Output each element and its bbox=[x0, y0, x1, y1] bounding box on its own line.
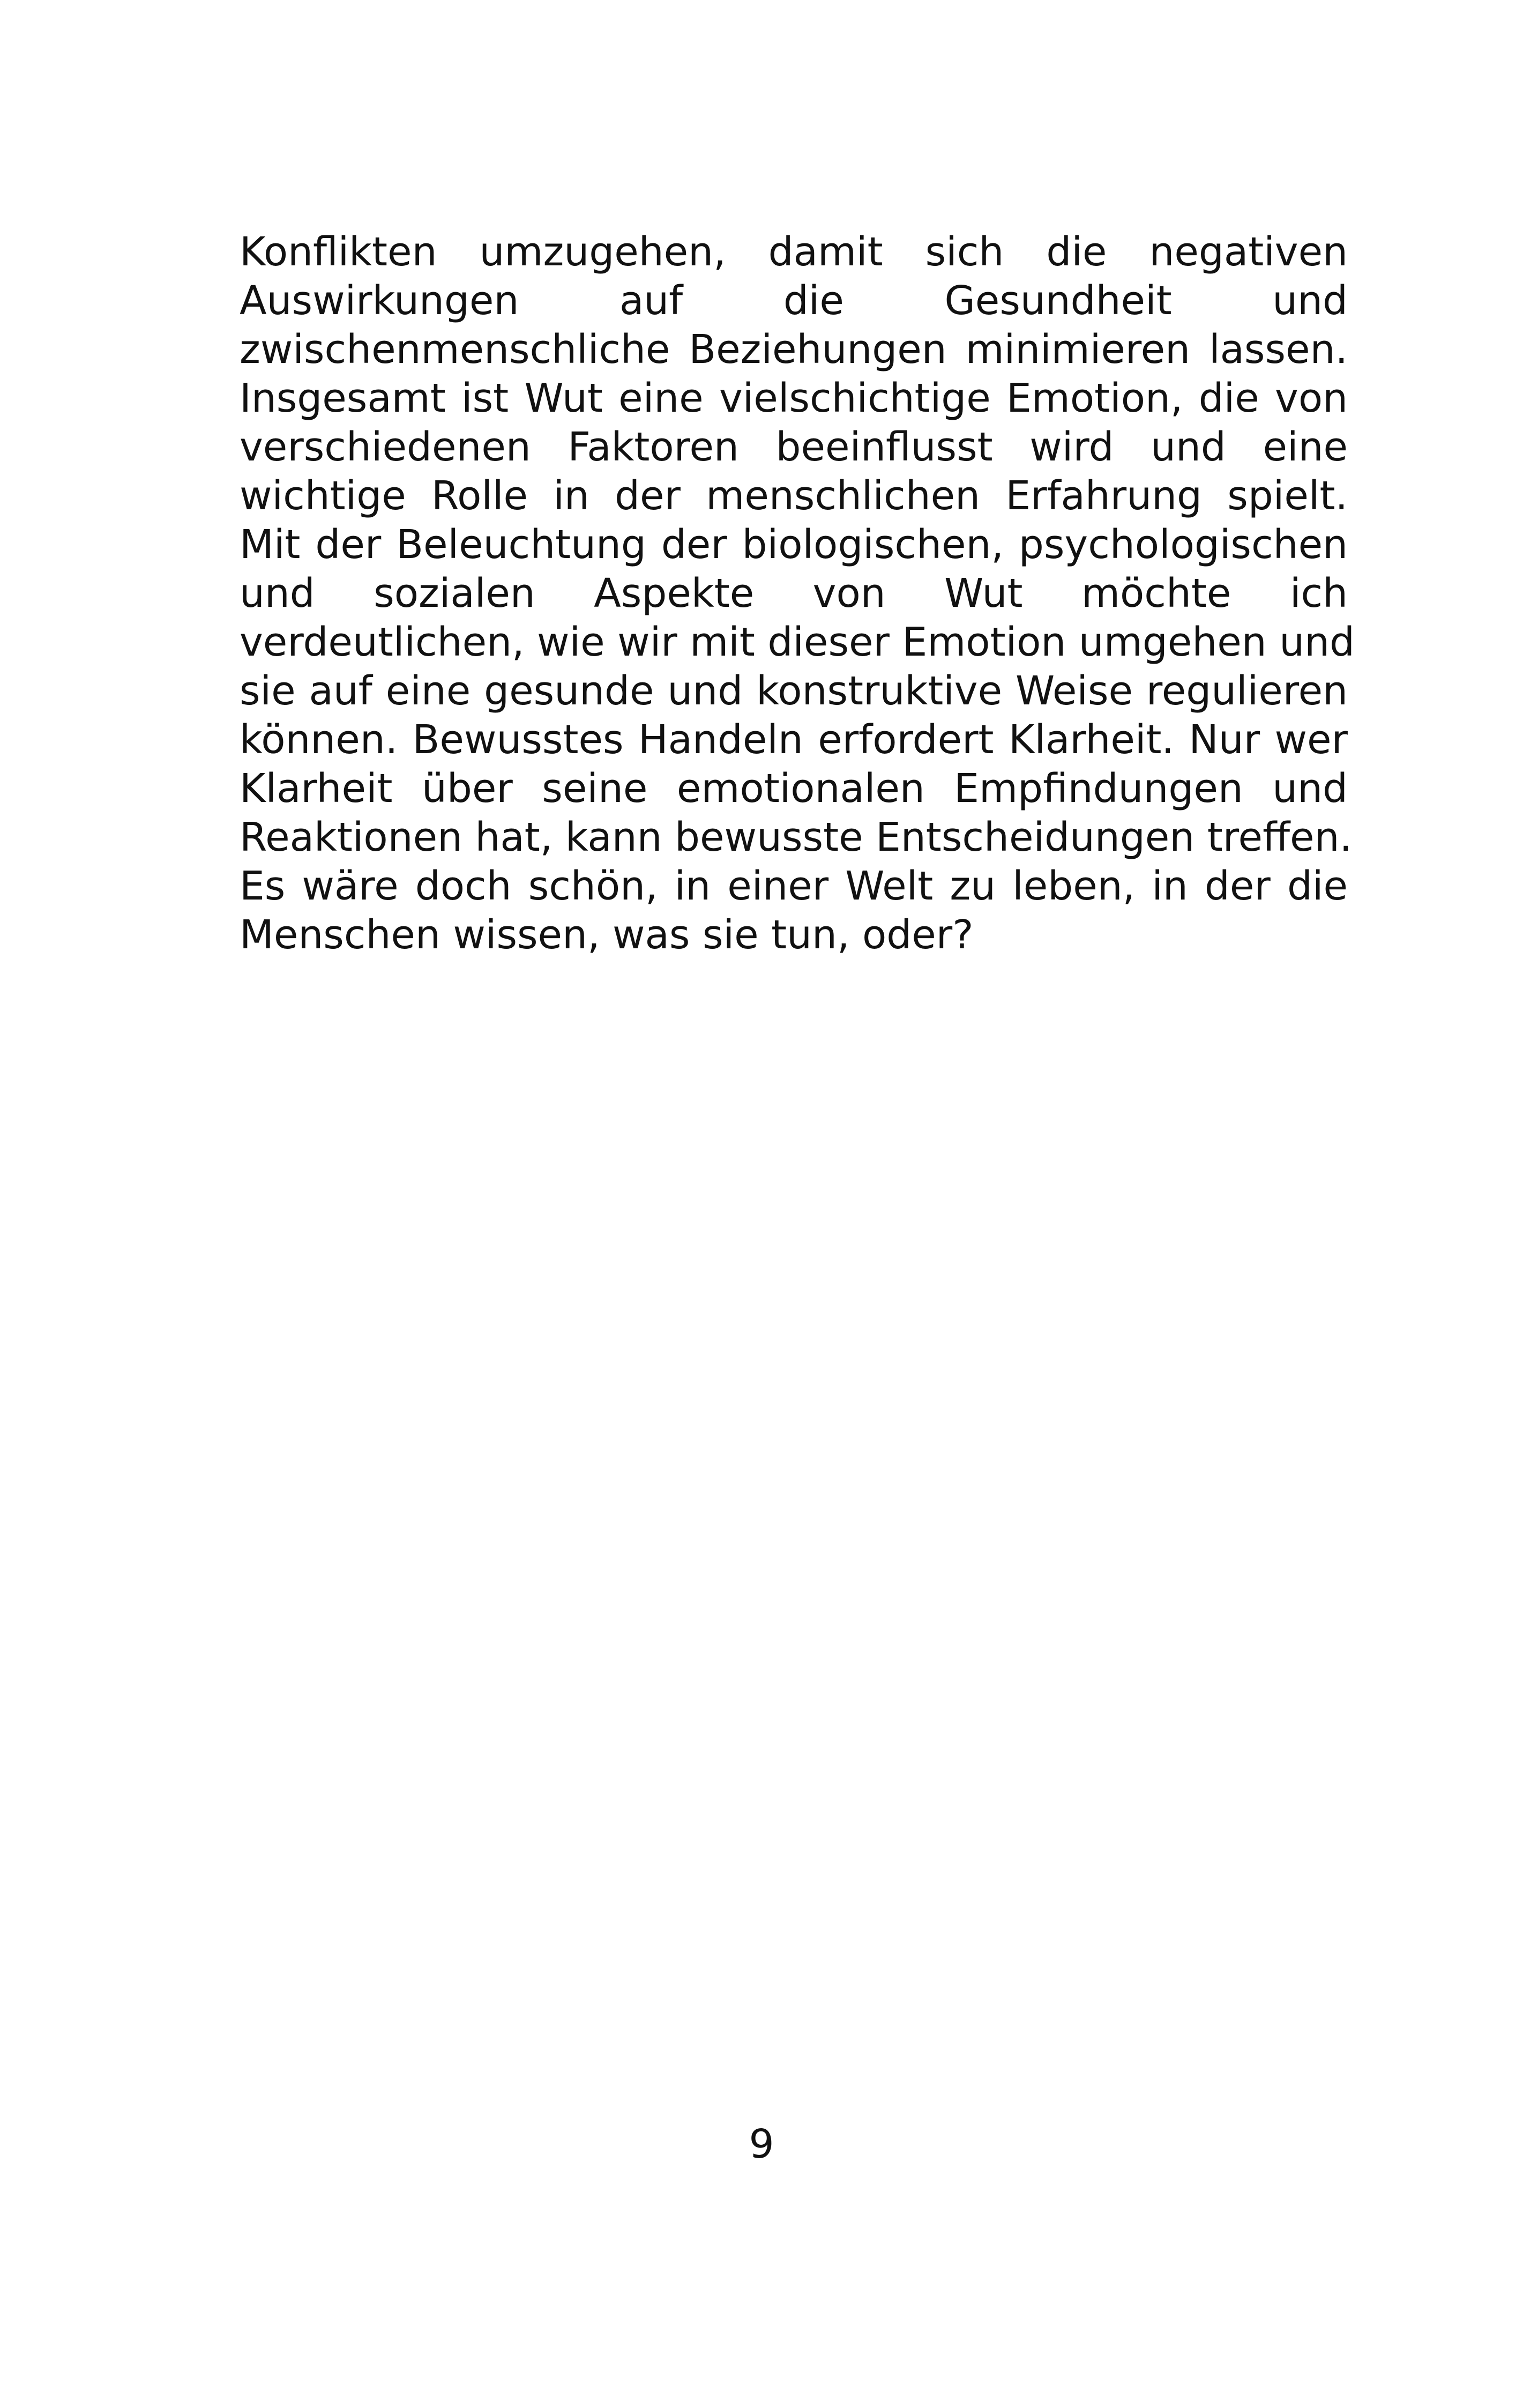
text-line: Auswirkungen auf die Gesundheit und bbox=[240, 278, 1348, 324]
text-line: Menschen wissen, was sie tun, oder? bbox=[240, 912, 974, 958]
text-line: Es wäre doch schön, in einer Welt zu leben, in der die bbox=[240, 863, 1348, 909]
text-line: verschiedenen Faktoren beeinflusst wird und eine bbox=[240, 424, 1348, 470]
text-line: Reaktionen hat, kann bewusste Entscheidungen treffen. bbox=[240, 814, 1353, 860]
text-line: zwischenmenschliche Beziehungen minimieren lassen. bbox=[240, 326, 1348, 373]
page-number: 9 bbox=[749, 2121, 774, 2167]
text-line: können. Bewusstes Handeln erfordert Klarheit. Nur wer bbox=[240, 717, 1348, 763]
text-line: Konflikten umzugehen, damit sich die negativen bbox=[240, 229, 1348, 275]
text-line: sie auf eine gesunde und konstruktive Weise regulieren bbox=[240, 668, 1348, 714]
text-line: verdeutlichen, wie wir mit dieser Emotion umgehen und bbox=[240, 619, 1355, 665]
text-line: wichtige Rolle in der menschlichen Erfahrung spielt. bbox=[240, 473, 1348, 519]
body-paragraph bbox=[240, 228, 1355, 960]
text-line: Klarheit über seine emotionalen Empfindungen und bbox=[240, 765, 1348, 812]
text-line: Mit der Beleuchtung der biologischen, psychologischen bbox=[240, 522, 1348, 568]
text-line: Insgesamt ist Wut eine vielschichtige Emotion, die von bbox=[240, 375, 1348, 421]
text-line: und sozialen Aspekte von Wut möchte ich bbox=[240, 570, 1348, 616]
